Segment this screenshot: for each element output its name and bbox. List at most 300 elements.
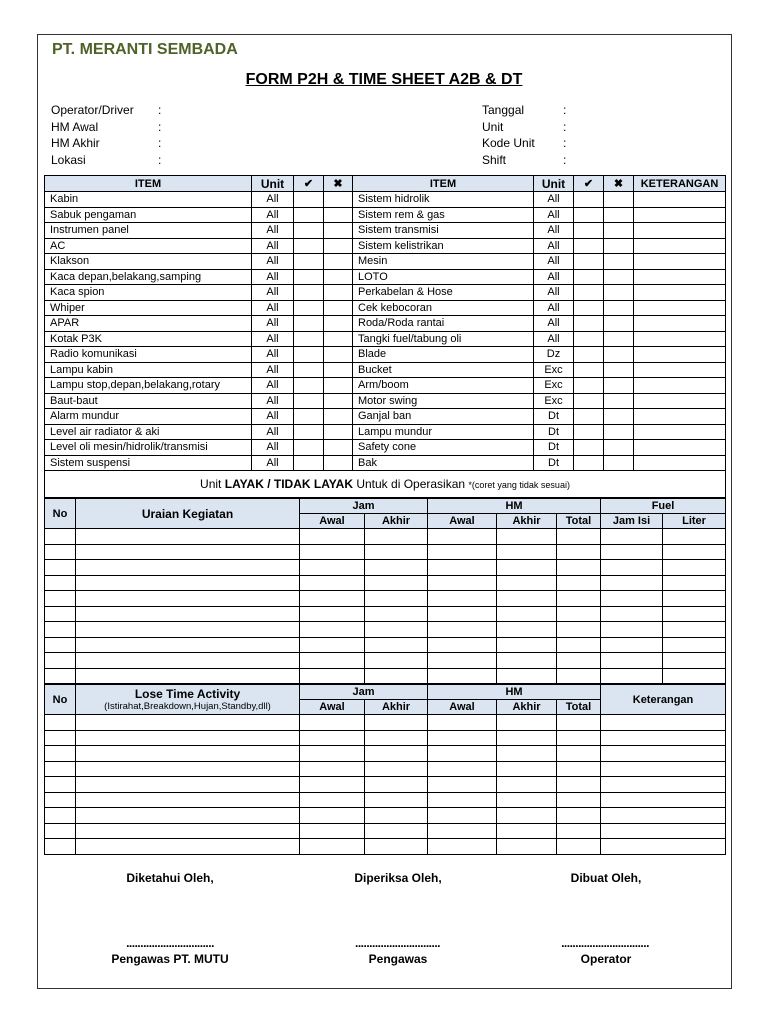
activity-cell[interactable] bbox=[497, 637, 557, 653]
activity-cell[interactable] bbox=[76, 560, 300, 576]
check-cell[interactable] bbox=[574, 362, 604, 378]
lose-jam-akhir-header: Akhir bbox=[365, 700, 428, 715]
activity-cell[interactable] bbox=[601, 622, 663, 638]
check-cell[interactable] bbox=[574, 207, 604, 223]
cross-cell[interactable] bbox=[604, 254, 634, 270]
checklist-item: Perkabelan & Hose bbox=[353, 285, 534, 301]
check-cell[interactable] bbox=[294, 269, 324, 285]
activity-cell[interactable] bbox=[497, 575, 557, 591]
check-cell[interactable] bbox=[294, 393, 324, 409]
activity-cell[interactable] bbox=[428, 529, 497, 545]
check-cell[interactable] bbox=[574, 424, 604, 440]
lose-time-cell[interactable] bbox=[365, 730, 428, 746]
lose-time-cell[interactable] bbox=[497, 792, 557, 808]
cross-cell[interactable] bbox=[604, 238, 634, 254]
keterangan-cell[interactable] bbox=[634, 207, 726, 223]
cross-cell[interactable] bbox=[324, 238, 353, 254]
check-cell[interactable] bbox=[574, 440, 604, 456]
activity-cell[interactable] bbox=[300, 544, 365, 560]
lose-time-cell[interactable] bbox=[76, 715, 300, 731]
lose-time-cell[interactable] bbox=[428, 777, 497, 793]
activity-cell[interactable] bbox=[663, 606, 726, 622]
cross-cell[interactable] bbox=[604, 207, 634, 223]
activity-cell[interactable] bbox=[557, 637, 601, 653]
lose-time-cell[interactable] bbox=[365, 715, 428, 731]
activity-cell[interactable] bbox=[428, 653, 497, 669]
lose-time-cell[interactable] bbox=[365, 823, 428, 839]
activity-cell[interactable] bbox=[76, 653, 300, 669]
lose-time-cell[interactable] bbox=[497, 746, 557, 762]
check-cell[interactable] bbox=[574, 331, 604, 347]
lose-time-cell[interactable] bbox=[601, 761, 726, 777]
lose-time-cell[interactable] bbox=[76, 839, 300, 855]
activity-cell[interactable] bbox=[428, 637, 497, 653]
activity-cell[interactable] bbox=[601, 606, 663, 622]
check-cell[interactable] bbox=[294, 362, 324, 378]
cross-cell[interactable] bbox=[324, 455, 353, 471]
check-cell[interactable] bbox=[574, 223, 604, 239]
activity-cell[interactable] bbox=[557, 653, 601, 669]
keterangan-cell[interactable] bbox=[634, 192, 726, 208]
activity-cell[interactable] bbox=[45, 591, 76, 607]
activity-cell[interactable] bbox=[45, 668, 76, 684]
lose-time-cell[interactable] bbox=[300, 823, 365, 839]
activity-cell[interactable] bbox=[365, 653, 428, 669]
checklist-item: Cek kebocoran bbox=[353, 300, 534, 316]
keterangan-cell[interactable] bbox=[634, 409, 726, 425]
check-cell[interactable] bbox=[574, 192, 604, 208]
check-cell[interactable] bbox=[294, 238, 324, 254]
check-cell[interactable] bbox=[574, 269, 604, 285]
jam-awal-header: Awal bbox=[300, 514, 365, 529]
check-cell[interactable] bbox=[574, 409, 604, 425]
keterangan-cell[interactable] bbox=[634, 254, 726, 270]
lose-time-cell[interactable] bbox=[76, 823, 300, 839]
activity-row bbox=[45, 622, 726, 638]
lose-time-cell[interactable] bbox=[601, 808, 726, 824]
check-cell[interactable] bbox=[294, 300, 324, 316]
lose-time-cell[interactable] bbox=[601, 730, 726, 746]
activity-cell[interactable] bbox=[300, 575, 365, 591]
activity-cell[interactable] bbox=[76, 529, 300, 545]
lose-time-cell[interactable] bbox=[300, 777, 365, 793]
cross-cell[interactable] bbox=[604, 347, 634, 363]
cross-cell[interactable] bbox=[324, 424, 353, 440]
lose-time-cell[interactable] bbox=[557, 839, 601, 855]
cross-cell[interactable] bbox=[324, 316, 353, 332]
activity-cell[interactable] bbox=[365, 560, 428, 576]
keterangan-cell[interactable] bbox=[634, 269, 726, 285]
cross-cell[interactable] bbox=[324, 347, 353, 363]
activity-cell[interactable] bbox=[601, 653, 663, 669]
cross-cell[interactable] bbox=[604, 424, 634, 440]
lose-time-cell[interactable] bbox=[300, 730, 365, 746]
lose-time-cell[interactable] bbox=[45, 839, 76, 855]
activity-cell[interactable] bbox=[76, 544, 300, 560]
keterangan-cell[interactable] bbox=[634, 331, 726, 347]
keterangan-cell[interactable] bbox=[634, 362, 726, 378]
activity-cell[interactable] bbox=[428, 575, 497, 591]
lose-time-cell[interactable] bbox=[557, 730, 601, 746]
keterangan-cell[interactable] bbox=[634, 440, 726, 456]
check-cell[interactable] bbox=[574, 316, 604, 332]
checklist-unit: All bbox=[252, 269, 294, 285]
lose-jam-awal-header: Awal bbox=[300, 700, 365, 715]
lose-time-cell[interactable] bbox=[76, 730, 300, 746]
activity-cell[interactable] bbox=[428, 622, 497, 638]
activity-cell[interactable] bbox=[365, 544, 428, 560]
activity-cell[interactable] bbox=[497, 544, 557, 560]
keterangan-cell[interactable] bbox=[634, 223, 726, 239]
lose-time-cell[interactable] bbox=[45, 777, 76, 793]
checklist-row bbox=[45, 316, 726, 332]
lose-time-cell[interactable] bbox=[557, 746, 601, 762]
activity-cell[interactable] bbox=[300, 591, 365, 607]
lose-time-cell[interactable] bbox=[300, 761, 365, 777]
activity-cell[interactable] bbox=[365, 668, 428, 684]
lose-time-cell[interactable] bbox=[45, 808, 76, 824]
activity-cell[interactable] bbox=[663, 560, 726, 576]
activity-cell[interactable] bbox=[601, 591, 663, 607]
lose-time-cell[interactable] bbox=[365, 808, 428, 824]
activity-cell[interactable] bbox=[76, 637, 300, 653]
activity-cell[interactable] bbox=[497, 606, 557, 622]
activity-cell[interactable] bbox=[76, 668, 300, 684]
lose-time-cell[interactable] bbox=[601, 839, 726, 855]
keterangan-cell[interactable] bbox=[634, 424, 726, 440]
activity-cell[interactable] bbox=[300, 637, 365, 653]
activity-cell[interactable] bbox=[601, 529, 663, 545]
cross-cell[interactable] bbox=[604, 409, 634, 425]
check-cell[interactable] bbox=[294, 285, 324, 301]
lose-time-cell[interactable] bbox=[428, 839, 497, 855]
lose-time-cell[interactable] bbox=[300, 808, 365, 824]
checklist-unit: Dt bbox=[534, 424, 574, 440]
cross-cell[interactable] bbox=[604, 316, 634, 332]
activity-cell[interactable] bbox=[557, 560, 601, 576]
activity-cell[interactable] bbox=[365, 637, 428, 653]
activity-cell[interactable] bbox=[45, 637, 76, 653]
activity-cell[interactable] bbox=[428, 606, 497, 622]
check-cell[interactable] bbox=[294, 455, 324, 471]
activity-cell[interactable] bbox=[365, 606, 428, 622]
lose-time-cell[interactable] bbox=[557, 761, 601, 777]
activity-cell[interactable] bbox=[428, 591, 497, 607]
lose-time-cell[interactable] bbox=[76, 777, 300, 793]
lose-time-cell[interactable] bbox=[601, 777, 726, 793]
checklist-unit: Dt bbox=[534, 455, 574, 471]
activity-cell[interactable] bbox=[497, 591, 557, 607]
activity-cell[interactable] bbox=[663, 668, 726, 684]
checklist-item: Arm/boom bbox=[353, 378, 534, 394]
check-cell[interactable] bbox=[574, 347, 604, 363]
lose-time-cell[interactable] bbox=[365, 839, 428, 855]
cross-cell[interactable] bbox=[604, 440, 634, 456]
lose-time-cell[interactable] bbox=[497, 839, 557, 855]
check-cell[interactable] bbox=[294, 223, 324, 239]
cross-cell[interactable] bbox=[604, 300, 634, 316]
header-field-colon: : bbox=[158, 136, 162, 150]
checklist-item: Mesin bbox=[353, 254, 534, 270]
activity-cell[interactable] bbox=[45, 560, 76, 576]
activity-cell[interactable] bbox=[663, 653, 726, 669]
cross-cell[interactable] bbox=[324, 409, 353, 425]
lose-time-cell[interactable] bbox=[557, 715, 601, 731]
checklist-item: Roda/Roda rantai bbox=[353, 316, 534, 332]
lose-time-cell[interactable] bbox=[428, 823, 497, 839]
cross-cell[interactable] bbox=[604, 393, 634, 409]
header-field bbox=[482, 119, 566, 136]
cross-cell[interactable] bbox=[324, 207, 353, 223]
lose-time-cell[interactable] bbox=[601, 823, 726, 839]
lose-time-cell[interactable] bbox=[45, 823, 76, 839]
activity-cell[interactable] bbox=[365, 575, 428, 591]
activity-cell[interactable] bbox=[663, 622, 726, 638]
activity-cell[interactable] bbox=[76, 622, 300, 638]
activity-cell[interactable] bbox=[76, 575, 300, 591]
activity-cell[interactable] bbox=[557, 544, 601, 560]
check-cell[interactable] bbox=[294, 192, 324, 208]
lose-time-cell[interactable] bbox=[557, 808, 601, 824]
keterangan-cell[interactable] bbox=[634, 238, 726, 254]
keterangan-cell[interactable] bbox=[634, 285, 726, 301]
checklist-item: APAR bbox=[45, 316, 252, 332]
cross-cell[interactable] bbox=[604, 455, 634, 471]
signature-line-1: ............................... bbox=[126, 936, 214, 950]
cross-cell[interactable] bbox=[324, 440, 353, 456]
cross-cell[interactable] bbox=[324, 393, 353, 409]
cross-cell[interactable] bbox=[324, 378, 353, 394]
activity-cell[interactable] bbox=[497, 622, 557, 638]
cross-cell[interactable] bbox=[324, 269, 353, 285]
check-cell[interactable] bbox=[574, 254, 604, 270]
activity-cell[interactable] bbox=[557, 606, 601, 622]
check-cell[interactable] bbox=[574, 393, 604, 409]
lose-time-cell[interactable] bbox=[428, 792, 497, 808]
activity-cell[interactable] bbox=[663, 529, 726, 545]
check-cell[interactable] bbox=[574, 378, 604, 394]
lose-time-cell[interactable] bbox=[45, 746, 76, 762]
cross-cell[interactable] bbox=[604, 362, 634, 378]
cross-cell[interactable] bbox=[604, 378, 634, 394]
activity-cell[interactable] bbox=[557, 591, 601, 607]
lose-time-cell[interactable] bbox=[428, 730, 497, 746]
lose-time-cell[interactable] bbox=[497, 823, 557, 839]
cross-cell[interactable] bbox=[604, 223, 634, 239]
jam-isi-header: Jam Isi bbox=[601, 514, 663, 529]
cross-cell[interactable] bbox=[324, 285, 353, 301]
activity-cell[interactable] bbox=[45, 622, 76, 638]
activity-cell[interactable] bbox=[557, 575, 601, 591]
activity-cell[interactable] bbox=[497, 529, 557, 545]
operator-role: Operator bbox=[580, 952, 632, 966]
check-cell[interactable] bbox=[294, 378, 324, 394]
activity-cell[interactable] bbox=[365, 591, 428, 607]
lose-time-cell[interactable] bbox=[45, 730, 76, 746]
unit-header-2: Unit bbox=[534, 176, 574, 192]
lose-time-cell[interactable] bbox=[428, 808, 497, 824]
check-cell[interactable] bbox=[574, 455, 604, 471]
activity-cell[interactable] bbox=[45, 575, 76, 591]
header-field-colon: : bbox=[158, 103, 162, 117]
activity-cell[interactable] bbox=[76, 591, 300, 607]
activity-cell[interactable] bbox=[428, 544, 497, 560]
lose-time-cell[interactable] bbox=[365, 761, 428, 777]
checklist-unit: Exc bbox=[534, 378, 574, 394]
lose-time-cell[interactable] bbox=[428, 761, 497, 777]
lose-time-cell[interactable] bbox=[76, 746, 300, 762]
lose-time-cell[interactable] bbox=[601, 715, 726, 731]
checklist-unit: All bbox=[534, 285, 574, 301]
activity-cell[interactable] bbox=[663, 544, 726, 560]
checklist-unit: All bbox=[252, 192, 294, 208]
checklist-unit: All bbox=[534, 300, 574, 316]
activity-cell[interactable] bbox=[557, 529, 601, 545]
activity-cell[interactable] bbox=[557, 622, 601, 638]
keterangan-cell[interactable] bbox=[634, 455, 726, 471]
lose-time-cell[interactable] bbox=[497, 761, 557, 777]
check-cell[interactable] bbox=[294, 254, 324, 270]
cross-icon: ✖ bbox=[604, 176, 634, 192]
lose-time-cell[interactable] bbox=[300, 792, 365, 808]
checklist-unit: All bbox=[252, 393, 294, 409]
checklist-unit: All bbox=[534, 207, 574, 223]
lose-time-cell[interactable] bbox=[300, 839, 365, 855]
cross-cell[interactable] bbox=[324, 254, 353, 270]
activity-cell[interactable] bbox=[365, 622, 428, 638]
activity-cell[interactable] bbox=[663, 637, 726, 653]
lose-time-cell[interactable] bbox=[601, 746, 726, 762]
checklist-unit: All bbox=[252, 362, 294, 378]
cross-cell[interactable] bbox=[604, 192, 634, 208]
activity-cell[interactable] bbox=[76, 606, 300, 622]
cross-cell[interactable] bbox=[324, 192, 353, 208]
lose-time-cell[interactable] bbox=[497, 730, 557, 746]
lose-time-cell[interactable] bbox=[365, 746, 428, 762]
checklist-row bbox=[45, 254, 726, 270]
activity-cell[interactable] bbox=[601, 544, 663, 560]
activity-cell[interactable] bbox=[497, 560, 557, 576]
cross-cell[interactable] bbox=[604, 285, 634, 301]
activity-cell[interactable] bbox=[601, 560, 663, 576]
activity-cell[interactable] bbox=[300, 653, 365, 669]
lose-time-cell[interactable] bbox=[497, 715, 557, 731]
activity-cell[interactable] bbox=[497, 653, 557, 669]
checklist-unit: All bbox=[534, 254, 574, 270]
diperiksa-label: Diperiksa Oleh, bbox=[354, 871, 442, 885]
activity-cell[interactable] bbox=[45, 653, 76, 669]
activity-cell[interactable] bbox=[497, 668, 557, 684]
signature-line-2: .............................. bbox=[354, 936, 441, 950]
keterangan-cell[interactable] bbox=[634, 378, 726, 394]
lose-time-cell[interactable] bbox=[601, 792, 726, 808]
lose-time-cell[interactable] bbox=[45, 715, 76, 731]
activity-cell[interactable] bbox=[428, 668, 497, 684]
check-cell[interactable] bbox=[294, 347, 324, 363]
lose-time-cell[interactable] bbox=[557, 792, 601, 808]
check-cell[interactable] bbox=[574, 285, 604, 301]
check-cell[interactable] bbox=[294, 331, 324, 347]
activity-cell[interactable] bbox=[45, 606, 76, 622]
lose-time-cell[interactable] bbox=[300, 746, 365, 762]
check-cell[interactable] bbox=[294, 424, 324, 440]
keterangan-cell[interactable] bbox=[634, 300, 726, 316]
activity-cell[interactable] bbox=[300, 622, 365, 638]
activity-cell[interactable] bbox=[663, 575, 726, 591]
activity-cell[interactable] bbox=[601, 668, 663, 684]
checklist-row bbox=[45, 347, 726, 363]
activity-cell[interactable] bbox=[663, 591, 726, 607]
cross-cell[interactable] bbox=[324, 300, 353, 316]
lose-time-row bbox=[45, 792, 726, 808]
activity-cell[interactable] bbox=[365, 529, 428, 545]
activity-cell[interactable] bbox=[557, 668, 601, 684]
cross-cell[interactable] bbox=[604, 331, 634, 347]
keterangan-cell[interactable] bbox=[634, 316, 726, 332]
check-cell[interactable] bbox=[294, 440, 324, 456]
lose-time-cell[interactable] bbox=[557, 823, 601, 839]
checklist-row bbox=[45, 409, 726, 425]
activity-header-row-1 bbox=[45, 499, 726, 514]
activity-cell[interactable] bbox=[300, 668, 365, 684]
activity-cell[interactable] bbox=[601, 575, 663, 591]
activity-table bbox=[44, 498, 726, 684]
keterangan-cell[interactable] bbox=[634, 393, 726, 409]
lose-time-cell[interactable] bbox=[365, 777, 428, 793]
lose-time-cell[interactable] bbox=[428, 746, 497, 762]
lose-time-cell[interactable] bbox=[300, 715, 365, 731]
check-cell[interactable] bbox=[574, 238, 604, 254]
lose-time-row bbox=[45, 823, 726, 839]
cross-cell[interactable] bbox=[324, 223, 353, 239]
check-icon: ✔ bbox=[574, 176, 604, 192]
lose-time-cell[interactable] bbox=[365, 792, 428, 808]
cross-cell[interactable] bbox=[324, 362, 353, 378]
lose-time-cell[interactable] bbox=[76, 808, 300, 824]
lose-time-cell[interactable] bbox=[497, 777, 557, 793]
check-cell[interactable] bbox=[294, 316, 324, 332]
lose-time-cell[interactable] bbox=[557, 777, 601, 793]
signature-line-3: ............................... bbox=[561, 936, 649, 950]
activity-cell[interactable] bbox=[601, 637, 663, 653]
activity-cell[interactable] bbox=[300, 529, 365, 545]
lose-keterangan-header: Keterangan bbox=[601, 685, 726, 715]
check-cell[interactable] bbox=[294, 409, 324, 425]
cross-cell[interactable] bbox=[324, 331, 353, 347]
activity-cell[interactable] bbox=[428, 560, 497, 576]
lose-time-cell[interactable] bbox=[45, 792, 76, 808]
keterangan-cell[interactable] bbox=[634, 347, 726, 363]
cross-cell[interactable] bbox=[604, 269, 634, 285]
lose-time-cell[interactable] bbox=[428, 715, 497, 731]
lose-time-cell[interactable] bbox=[76, 792, 300, 808]
activity-cell[interactable] bbox=[300, 560, 365, 576]
activity-cell[interactable] bbox=[45, 529, 76, 545]
check-cell[interactable] bbox=[294, 207, 324, 223]
lose-time-cell[interactable] bbox=[45, 761, 76, 777]
checklist-unit: All bbox=[534, 192, 574, 208]
activity-cell[interactable] bbox=[45, 544, 76, 560]
checklist-item: Sistem rem & gas bbox=[353, 207, 534, 223]
checklist-item: Lampu kabin bbox=[45, 362, 252, 378]
activity-cell[interactable] bbox=[300, 606, 365, 622]
lose-time-cell[interactable] bbox=[497, 808, 557, 824]
note-suffix: Untuk di Operasikan bbox=[353, 476, 469, 491]
checklist-unit: All bbox=[252, 440, 294, 456]
lose-time-cell[interactable] bbox=[76, 761, 300, 777]
header-field-colon: : bbox=[563, 119, 567, 134]
check-cell[interactable] bbox=[574, 300, 604, 316]
